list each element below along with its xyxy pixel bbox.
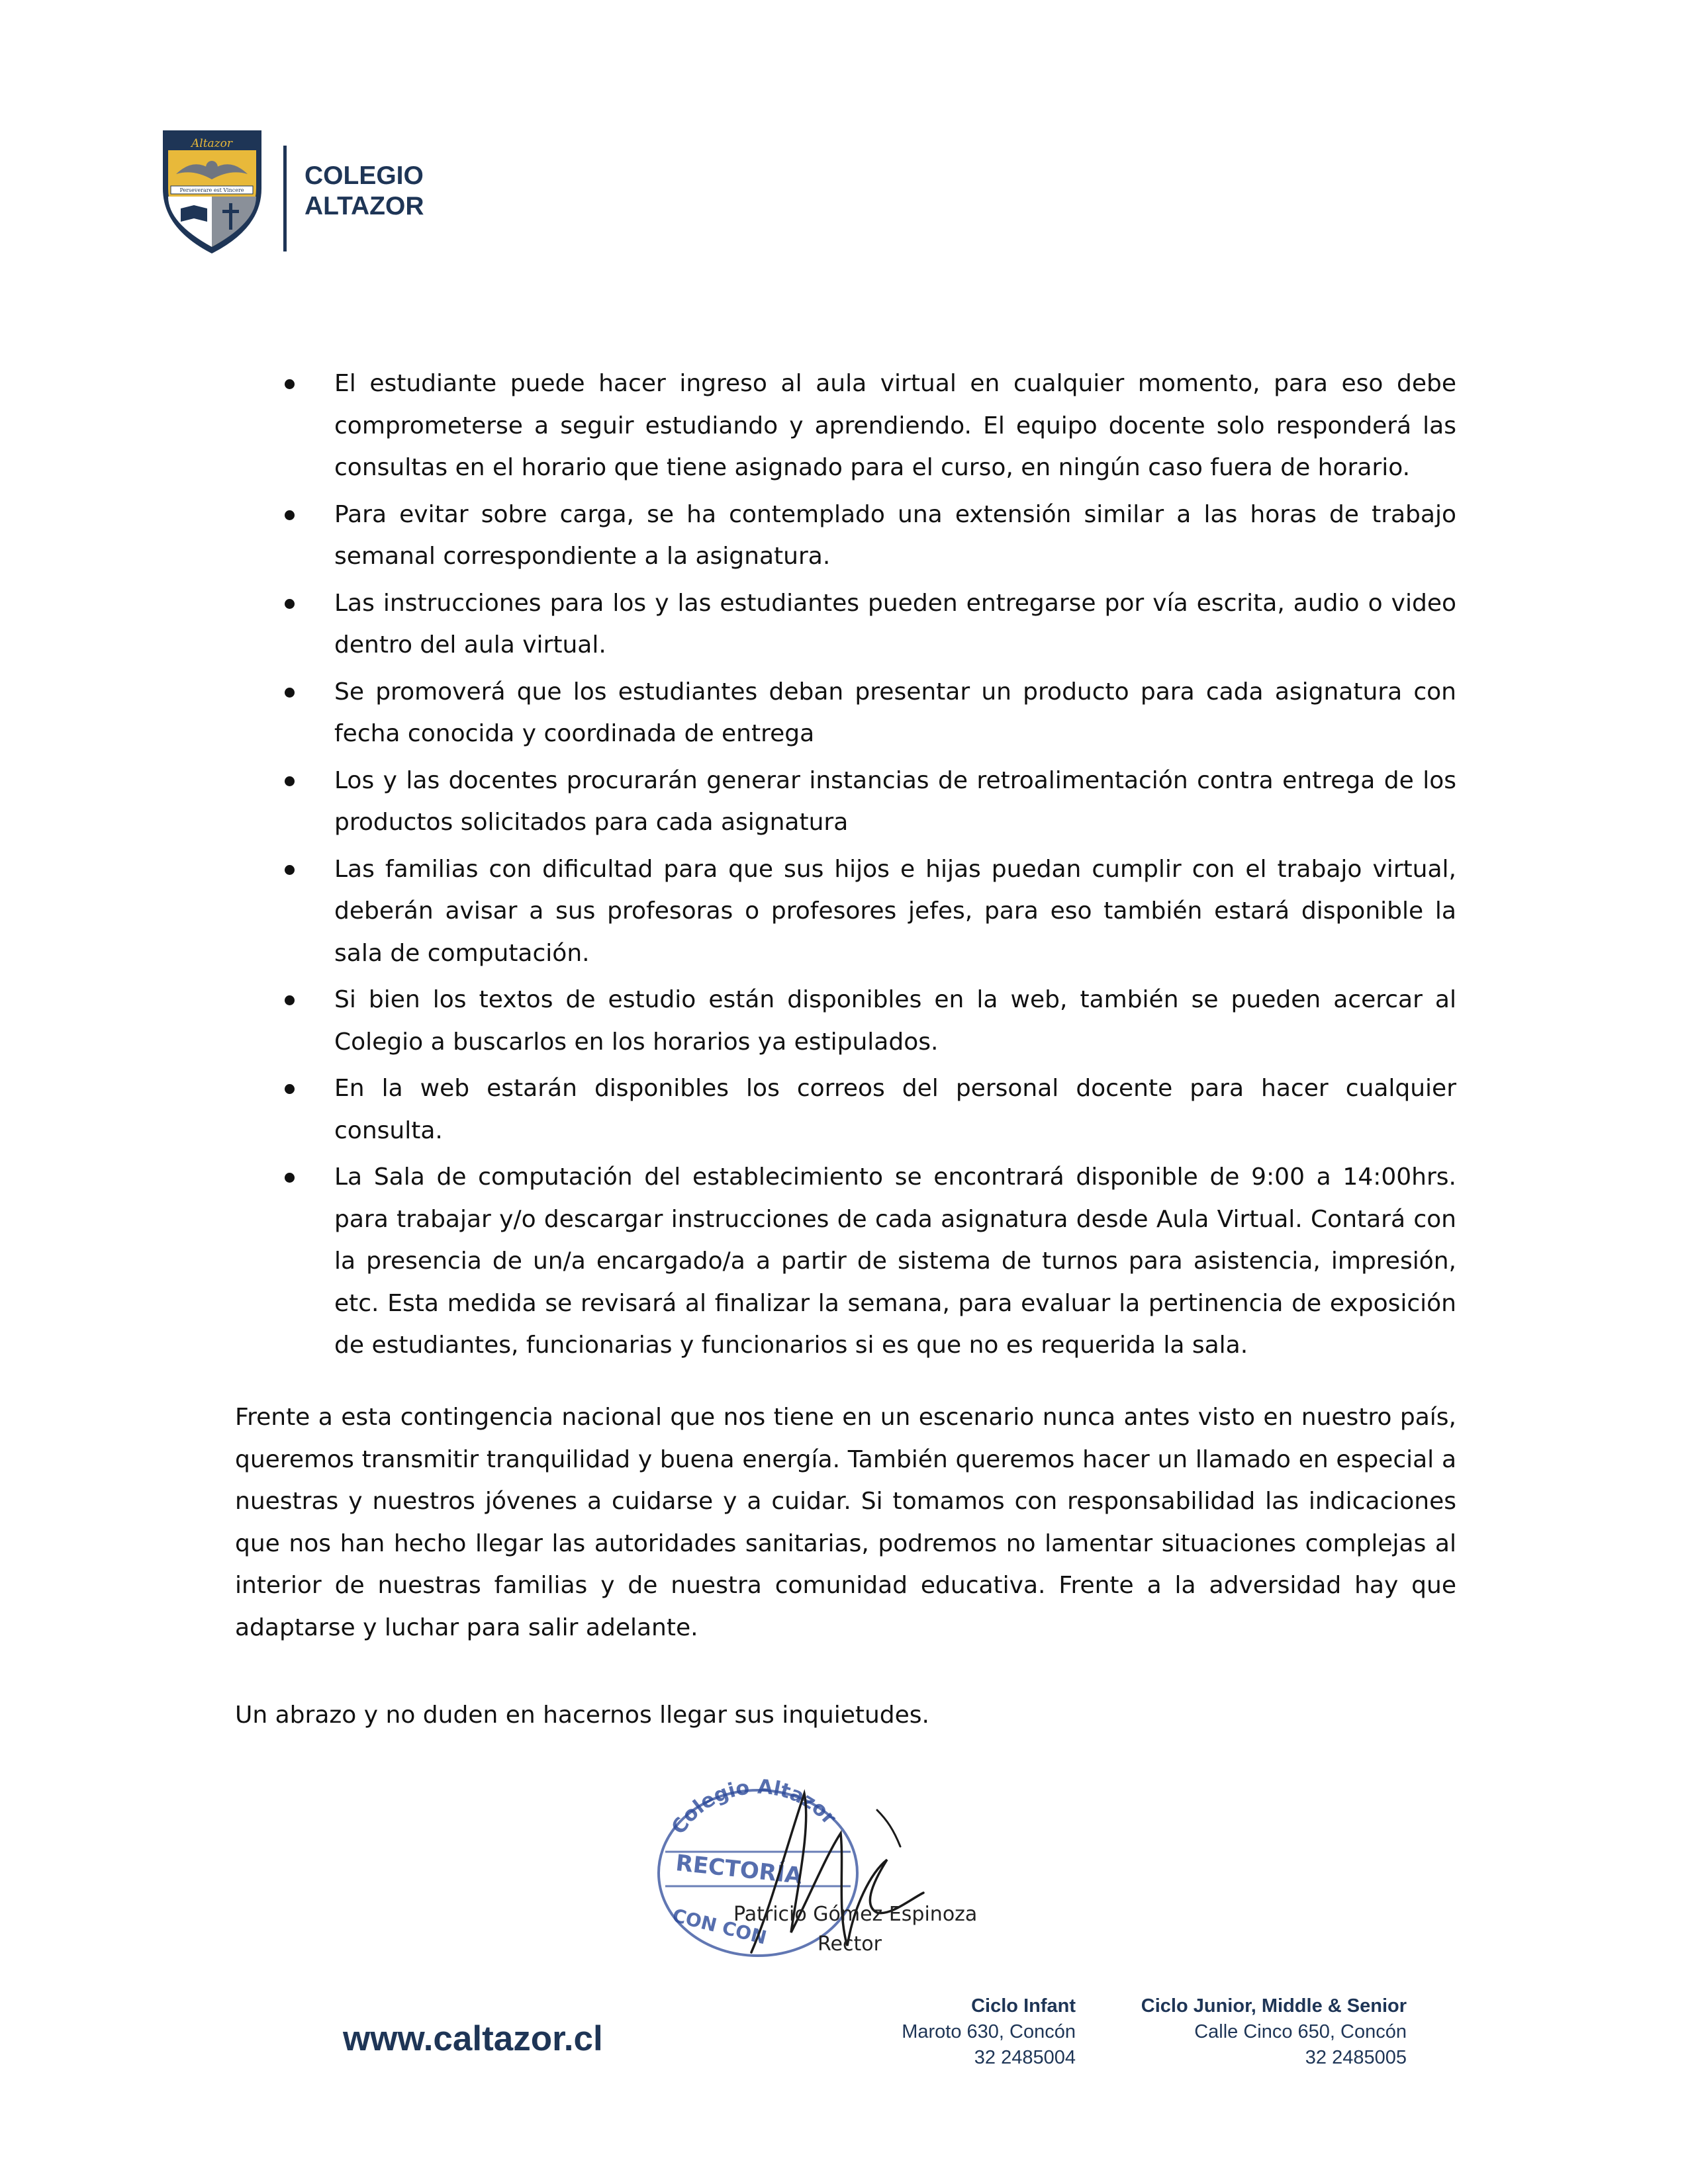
svg-text:Colegio Altazor: Colegio Altazor: [667, 1775, 841, 1839]
bullet-icon: [285, 865, 295, 875]
campus-address: Calle Cinco 650, Concón: [1194, 2021, 1407, 2042]
signer-name: Patricio Gómez Espinoza: [733, 1903, 978, 1926]
footer-infant-campus: [902, 1993, 1076, 2071]
school-name-line2: ALTAZOR: [305, 192, 424, 220]
svg-text:Altazor: Altazor: [191, 137, 232, 150]
list-item-text: Para evitar sobre carga, se ha contemplado una extensión similar a las horas de trabajo semanal correspondiente a la asignatura.: [334, 500, 1456, 570]
campus-heading: Ciclo Junior, Middle & Senior: [1141, 1995, 1407, 2017]
list-item: [278, 979, 1456, 1063]
letterhead: [158, 122, 462, 261]
list-item: [278, 494, 1456, 578]
website-link[interactable]: www.caltazor.cl: [343, 2019, 603, 2058]
campus-heading: Ciclo Infant: [971, 1995, 1076, 2017]
campus-phone: 32 2485004: [974, 2047, 1076, 2068]
svg-text:RECTORÍA: RECTORÍA: [674, 1850, 804, 1889]
list-item: [278, 1156, 1456, 1367]
list-item-text: En la web estarán disponibles los correos del personal docente para hacer cualquier consulta.: [334, 1075, 1456, 1144]
bullet-icon: [285, 1173, 295, 1183]
guidelines-list: [278, 363, 1456, 1371]
bullet-icon: [285, 599, 295, 609]
list-item-text: Se promoverá que los estudiantes deban presentar un producto para cada asignatura con fecha conocida y coordinada de entrega: [334, 678, 1456, 747]
bullet-icon: [285, 688, 295, 698]
svg-text:Perseverare est Vincere: Perseverare est Vincere: [179, 187, 244, 193]
farewell-paragraph: Un abrazo y no duden en hacernos llegar sus inquietudes.: [235, 1702, 929, 1729]
signature-block: [645, 1774, 1009, 1972]
campus-phone: 32 2485005: [1305, 2047, 1407, 2068]
list-item-text: Si bien los textos de estudio están disponibles en la web, también se pueden acercar al Colegio a buscarlos en los horarios ya estipulados.: [334, 986, 1456, 1056]
list-item-text: Las familias con dificultad para que sus hijos e hijas puedan cumplir con el trabajo virtual, deberán avisar a sus profesoras o profesores jefes, para eso también estará disponible la sala de computación.: [334, 855, 1456, 967]
bullet-icon: [285, 776, 295, 786]
school-crest-logo: [158, 122, 267, 255]
list-item-text: La Sala de computación del establecimiento se encontrará disponible de 9:00 a 14:00hrs. para trabajar y/o descargar instrucciones de cada asignatura desde Aula Virtual. Contará con la presencia de un/a encargado/a a partir de sistema de turnos para asistencia, impresión, etc. Esta medida se revisará al finalizar la semana, para evaluar la pertinencia de exposición de estudiantes, funcionarias y funcionarios si es que no es requerida la sala.: [334, 1163, 1456, 1359]
list-item: [278, 848, 1456, 975]
footer-senior-campus: [1141, 1993, 1407, 2071]
list-item: [278, 1068, 1456, 1152]
list-item-text: El estudiante puede hacer ingreso al aula virtual en cualquier momento, para eso debe comprometerse a seguir estudiando y aprendiendo. El equipo docente solo responderá las consultas en el horario que tiene asignado para el curso, en ningún caso fuera de horario.: [334, 370, 1456, 481]
campus-address: Maroto 630, Concón: [902, 2021, 1076, 2042]
school-name: [305, 161, 424, 222]
list-item: [278, 671, 1456, 755]
bullet-icon: [285, 1084, 295, 1094]
bullet-icon: [285, 379, 295, 389]
bullet-icon: [285, 995, 295, 1005]
list-item: [278, 363, 1456, 489]
list-item-text: Las instrucciones para los y las estudiantes pueden entregarse por vía escrita, audio o video dentro del aula virtual.: [334, 589, 1456, 659]
signer-title: Rector: [818, 1933, 882, 1956]
list-item: [278, 582, 1456, 666]
school-name-line1: COLEGIO: [305, 161, 424, 190]
list-item: [278, 760, 1456, 844]
closing-paragraph: Frente a esta contingencia nacional que nos tiene en un escenario nunca antes visto en nuestro país, queremos transmitir tranquilidad y buena energía. También queremos hacer un llamado en especial a nuestras y nuestros jóvenes a cuidarse y a cuidar. Si tomamos con responsabilidad las indicaciones que nos han hecho llegar las autoridades sanitarias, podremos no lamentar situaciones complejas al interior de nuestras familias y de nuestra comunidad educativa. Frente a la adversidad hay que adaptarse y luchar para salir adelante.: [235, 1404, 1456, 1641]
list-item-text: Los y las docentes procurarán generar instancias de retroalimentación contra entrega de los productos solicitados para cada asignatura: [334, 766, 1456, 836]
header-divider: [283, 146, 287, 251]
svg-text:CON CON: CON CON: [670, 1904, 769, 1949]
bullet-icon: [285, 510, 295, 520]
